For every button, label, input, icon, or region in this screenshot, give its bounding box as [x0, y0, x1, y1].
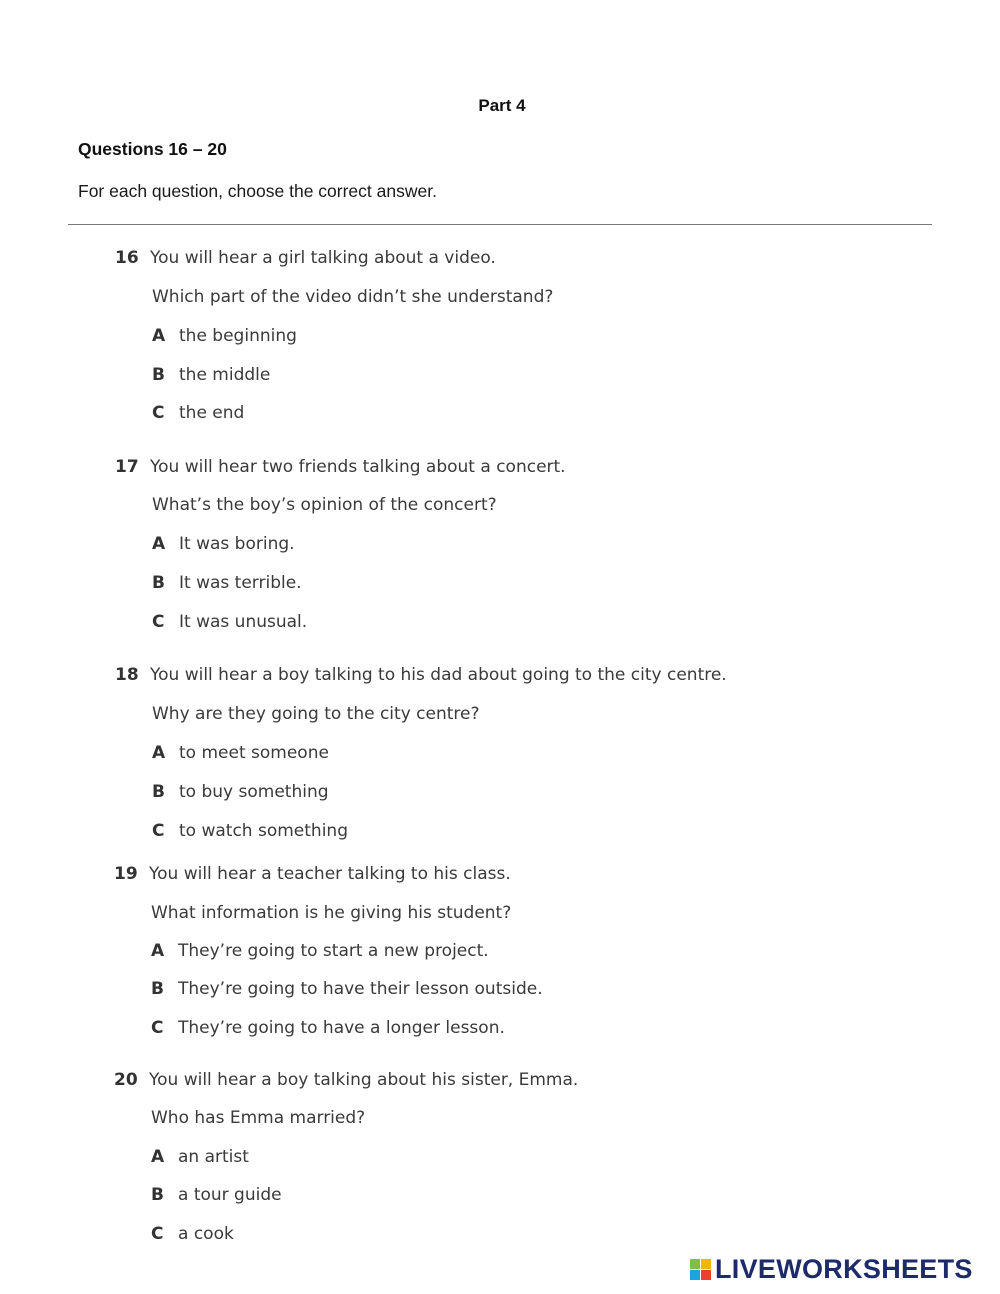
- question-context: You will hear a teacher talking to his class.: [149, 864, 511, 884]
- liveworksheets-logo[interactable]: [690, 1254, 973, 1284]
- logo-text: LIVEWORKSHEETS: [715, 1253, 973, 1284]
- option-letter: B: [152, 365, 165, 385]
- question-context: You will hear a girl talking about a video.: [150, 248, 496, 268]
- question-range-heading: Questions 16 – 20: [78, 139, 227, 159]
- logo-block: [701, 1270, 711, 1280]
- option-text: They’re going to start a new project.: [178, 941, 489, 961]
- option-text: It was terrible.: [179, 573, 302, 593]
- question-prompt: Who has Emma married?: [151, 1108, 366, 1128]
- option-letter: C: [152, 612, 165, 632]
- question-context: You will hear two friends talking about a concert.: [150, 457, 566, 477]
- question-context: You will hear a boy talking to his dad about going to the city centre.: [150, 665, 727, 685]
- question-number: 18: [115, 665, 139, 685]
- option-text: to buy something: [179, 782, 329, 802]
- option-letter: A: [151, 941, 165, 961]
- option-text: to watch something: [179, 821, 348, 841]
- question-prompt: What’s the boy’s opinion of the concert?: [152, 495, 497, 515]
- option-text: an artist: [178, 1147, 249, 1167]
- divider-rule: [68, 224, 932, 225]
- option-letter: A: [152, 326, 166, 346]
- option-text: the middle: [179, 365, 271, 385]
- option-text: a cook: [178, 1224, 234, 1244]
- option-letter: B: [151, 979, 164, 999]
- liveworksheets-logo-icon: [690, 1259, 711, 1280]
- question-number: 20: [114, 1070, 138, 1090]
- option-text: It was boring.: [179, 534, 295, 554]
- question-context: You will hear a boy talking about his sister, Emma.: [149, 1070, 579, 1090]
- instruction-text: For each question, choose the correct answer.: [78, 181, 437, 201]
- option-letter: B: [151, 1185, 164, 1205]
- option-text: a tour guide: [178, 1185, 282, 1205]
- logo-block: [690, 1259, 700, 1269]
- logo-block: [701, 1259, 711, 1269]
- question-number: 19: [114, 864, 138, 884]
- question-number: 16: [115, 248, 139, 268]
- option-text: They’re going to have their lesson outside.: [178, 979, 543, 999]
- question-prompt: Which part of the video didn’t she understand?: [152, 287, 554, 307]
- question-prompt: What information is he giving his student?: [151, 903, 512, 923]
- option-text: They’re going to have a longer lesson.: [178, 1018, 505, 1038]
- option-letter: C: [152, 821, 165, 841]
- option-text: to meet someone: [179, 743, 329, 763]
- logo-block: [690, 1270, 700, 1280]
- option-letter: C: [152, 403, 165, 423]
- option-letter: A: [151, 1147, 165, 1167]
- question-number: 17: [115, 457, 139, 477]
- option-letter: A: [152, 534, 166, 554]
- option-letter: A: [152, 743, 166, 763]
- option-letter: B: [152, 782, 165, 802]
- part-title: Part 4: [478, 96, 526, 115]
- option-text: It was unusual.: [179, 612, 308, 632]
- option-text: the beginning: [179, 326, 297, 346]
- option-letter: B: [152, 573, 165, 593]
- option-letter: C: [151, 1018, 164, 1038]
- option-text: the end: [179, 403, 245, 423]
- question-prompt: Why are they going to the city centre?: [152, 704, 480, 724]
- option-letter: C: [151, 1224, 164, 1244]
